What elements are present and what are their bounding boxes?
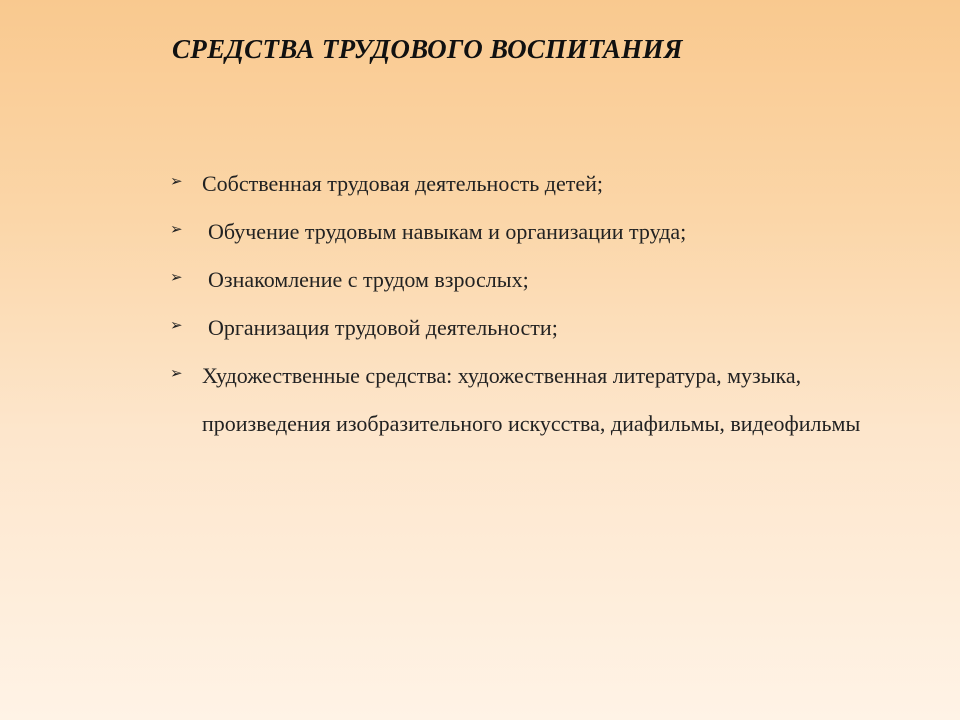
list-item <box>170 352 890 448</box>
arrow-bullet-icon: ➢ <box>170 366 183 382</box>
list-item-text: Обучение трудовым навыкам и организации труда; <box>208 219 687 244</box>
list-item-text: Собственная трудовая деятельность детей; <box>202 171 604 196</box>
arrow-bullet-icon: ➢ <box>170 222 183 238</box>
list-item-text: Организация трудовой деятельности; <box>208 315 558 340</box>
bullet-list <box>170 160 890 448</box>
list-item <box>170 208 890 256</box>
list-item-text: Ознакомление с трудом взрослых; <box>208 267 529 292</box>
list-item <box>170 304 890 352</box>
list-item <box>170 160 890 208</box>
slide-title: СРЕДСТВА ТРУДОВОГО ВОСПИТАНИЯ <box>172 34 683 64</box>
list-item <box>170 256 890 304</box>
arrow-bullet-icon: ➢ <box>170 174 183 190</box>
list-item-text: Художественные средства: художественная литература, музыка, произведения изобразительного искусства, диафильмы, видеофильмы <box>202 363 861 436</box>
arrow-bullet-icon: ➢ <box>170 270 183 286</box>
arrow-bullet-icon: ➢ <box>170 318 183 334</box>
